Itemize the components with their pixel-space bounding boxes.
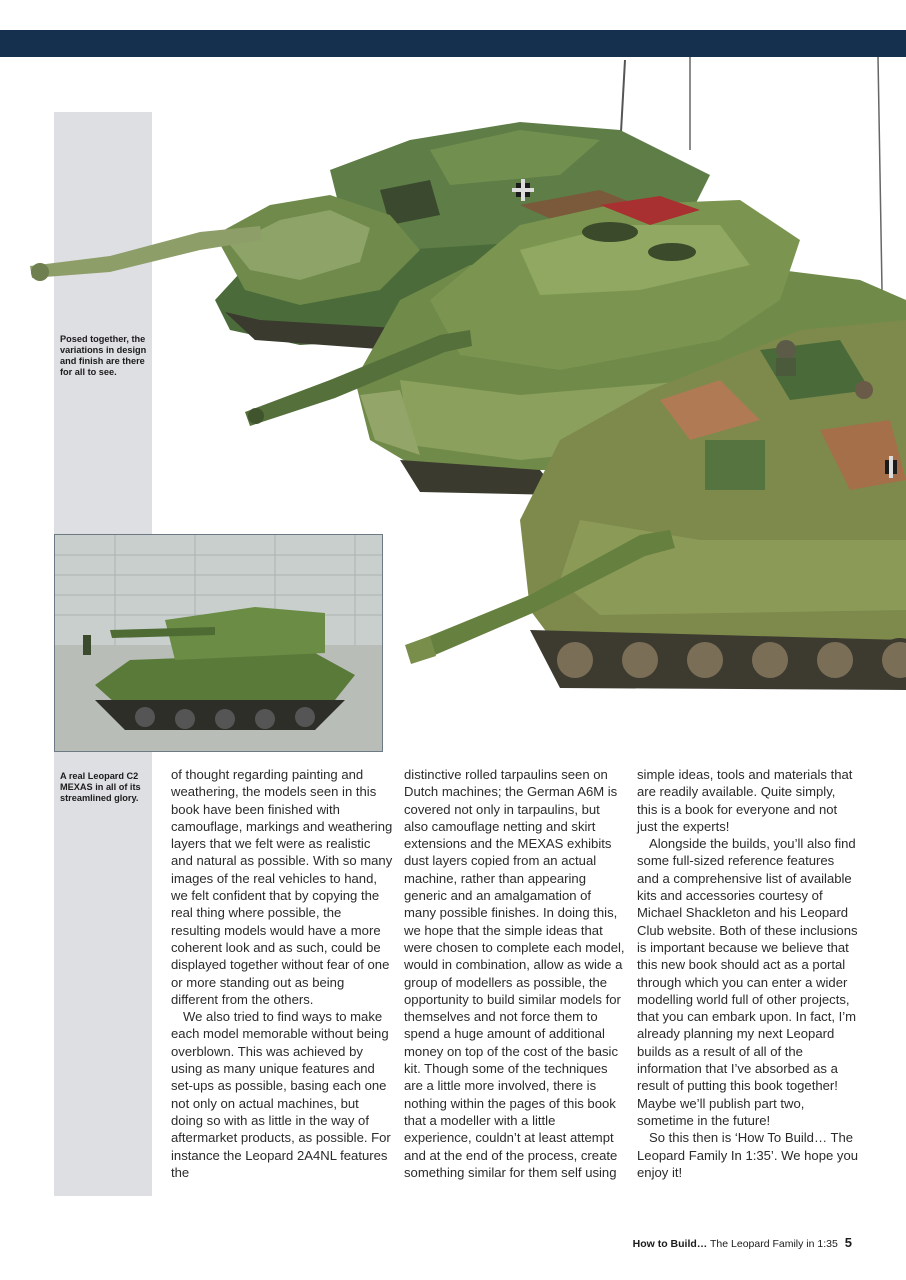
main-photo-caption: Posed together, the variations in design and finish are there for all to see. — [60, 334, 147, 377]
footer-series: How to Build… — [632, 1238, 708, 1250]
inset-photo-caption: A real Leopard C2 MEXAS in all of its streamlined glory. — [60, 771, 141, 803]
footer-title: The Leopard Family in 1:35 — [710, 1238, 838, 1250]
paragraph: of thought regarding painting and weathering, the models seen in this book have been finished with camouflage, markings and weathering layers that we felt were as realistic and natural as possible. With so many images of the real vehicles to hand, we felt confident that by copying the real thing where possible, the resulting models would have a more coherent look and as such, could be displayed together without fear of one or more standing out as being different from the others. — [171, 767, 393, 1007]
inset-photo — [54, 534, 383, 752]
paragraph: simple ideas, tools and materials that are readily available. Quite simply, this is a book for everyone and not just the experts! — [637, 767, 853, 834]
text-column-1 — [171, 766, 393, 1181]
text-column-3 — [637, 766, 859, 1181]
real-leopard-photo — [55, 535, 383, 752]
text-column-2 — [404, 766, 626, 1181]
page-number: 5 — [844, 1235, 852, 1250]
page-footer — [633, 1235, 852, 1250]
paragraph: We also tried to find ways to make each model memorable without being overblown. This was achieved by using as many unique features and set-ups as possible, basing each one not only on actual machines, but doing so with as little in the way of aftermarket products, as possible. For instance the Leopard 2A4NL features the — [171, 1009, 391, 1180]
paragraph: Alongside the builds, you’ll also find some full-sized reference features and a comprehensive list of available kits and accessories courtesy of Michael Shackleton and his Leopard Club website. Both of these inclusions is important because we believe that this new book should act as a portal through which you can enter a wider modelling world full of other projects, that you can embark upon. In fact, I’m already planning my next Leopard builds as a result of all of the information that I’ve absorbed as a result of putting this book together! Maybe we’ll publish part two, sometime in the future! — [637, 836, 858, 1128]
paragraph: So this then is ‘How To Build… The Leopard Family In 1:35’. We hope you enjoy it! — [637, 1130, 859, 1180]
paragraph: distinctive rolled tarpaulins seen on Dutch machines; the German A6M is covered not only in tarpaulins, but also camouflage netting and skirt extensions and the MEXAS exhibits dust layers copied from an actual machine, rather than appearing generic and an amalgamation of many possible finishes. In doing this, we hope that the simple ideas that were chosen to complete each model, would in combination, allow as wide a group of modellers as possible, the opportunity to build similar models for themselves and not force them to spend a huge amount of additional money on top of the cost of the basic kit. Though some of the techniques are a little more involved, there is nothing within the pages of this book that a modeller with a little experience, couldn’t at least attempt and at the end of the process, create something similar for them self using — [404, 767, 625, 1180]
header-bar — [0, 30, 906, 57]
